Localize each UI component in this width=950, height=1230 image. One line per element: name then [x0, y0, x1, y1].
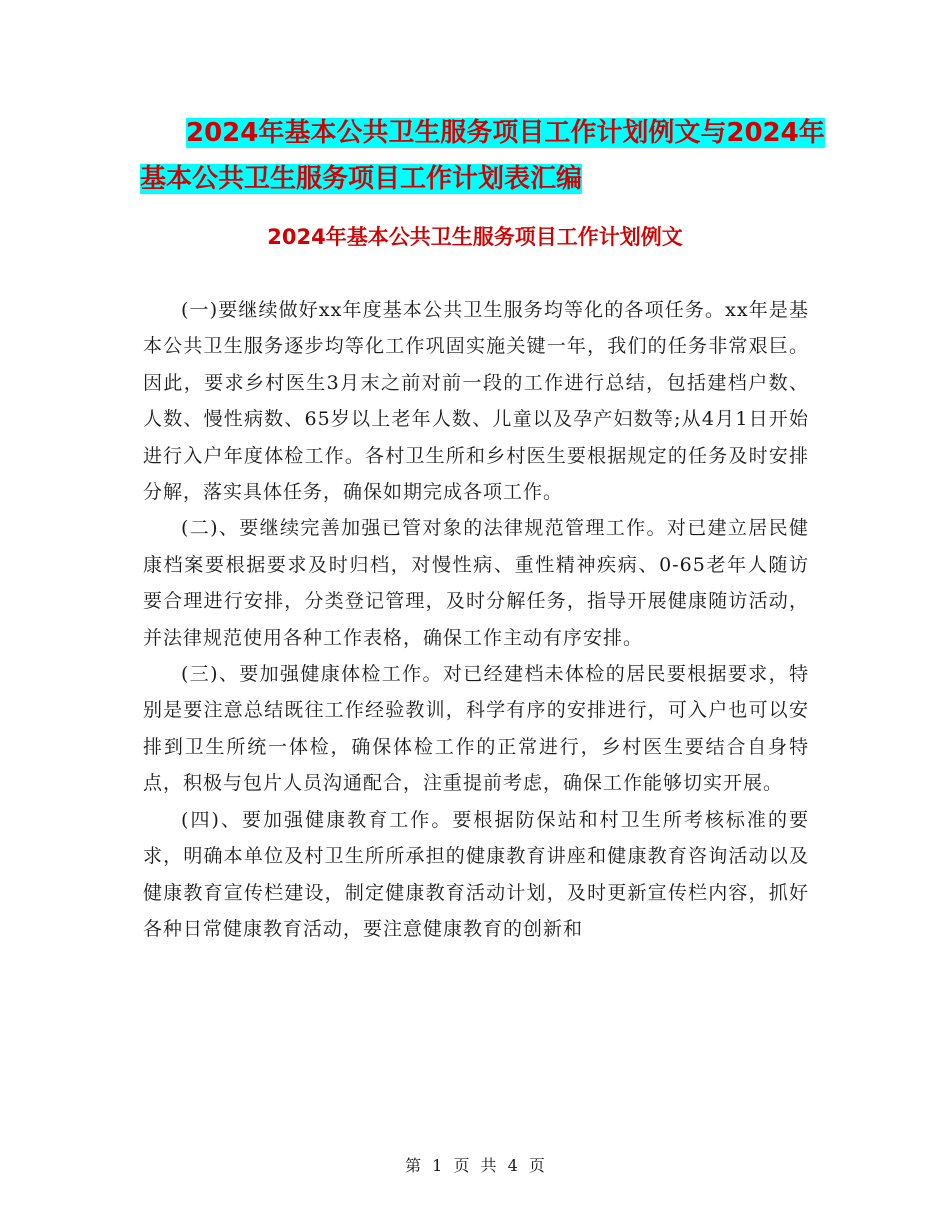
- document-body: [143, 292, 809, 947]
- title-highlight-2: 基本公共卫生服务项目工作计划表汇编: [140, 164, 583, 194]
- section-title: 2024年基本公共卫生服务项目工作计划例文: [267, 225, 683, 249]
- title-highlight-1: 2024年基本公共卫生服务项目工作计划例文与2024年: [186, 118, 825, 148]
- document-title-line-2: [140, 156, 830, 202]
- paragraph-2: (二)、要继续完善加强已管对象的法律规范管理工作。对已建立居民健康档案要根据要求及时归档，对慢性病、重性精神疾病、0-65老年人随访要合理进行安排，分类登记管理，及时分解任务，指导开展健康随访活动，并法律规范使用各种工作表格，确保工作主动有序安排。: [143, 517, 809, 649]
- paragraph-4: (四)、要加强健康教育工作。要根据防保站和村卫生所考核标准的要求，明确本单位及村卫生所所承担的健康教育讲座和健康教育咨询活动以及健康教育宣传栏建设，制定健康教育活动计划，及时更新宣传栏内容，抓好各种日常健康教育活动，要注意健康教育的创新和: [143, 808, 809, 940]
- page-footer: 第 1 页 共 4 页: [405, 1156, 545, 1175]
- paragraph-3: (三)、要加强健康体检工作。对已经建档未体检的居民要根据要求，特别是要注意总结既往工作经验教训，科学有序的安排进行，可入户也可以安排到卫生所统一体检，确保体检工作的正常进行，乡村医生要结合自身特点，积极与包片人员沟通配合，注重提前考虑，确保工作能够切实开展。: [143, 663, 809, 795]
- document-title: [140, 110, 830, 202]
- paragraph-1: (一)要继续做好xx年度基本公共卫生服务均等化的各项任务。xx年是基本公共卫生服务逐步均等化工作巩固实施关键一年，我们的任务非常艰巨。因此，要求乡村医生3月末之前对前一段的工作进行总结，包括建档户数、人数、慢性病数、65岁以上老年人数、儿童以及孕产妇数等;从4月1日开始进行入户年度体检工作。各村卫生所和乡村医生要根据规定的任务及时安排分解，落实具体任务，确保如期完成各项工作。: [143, 299, 809, 504]
- document-title-line-1: [140, 110, 830, 156]
